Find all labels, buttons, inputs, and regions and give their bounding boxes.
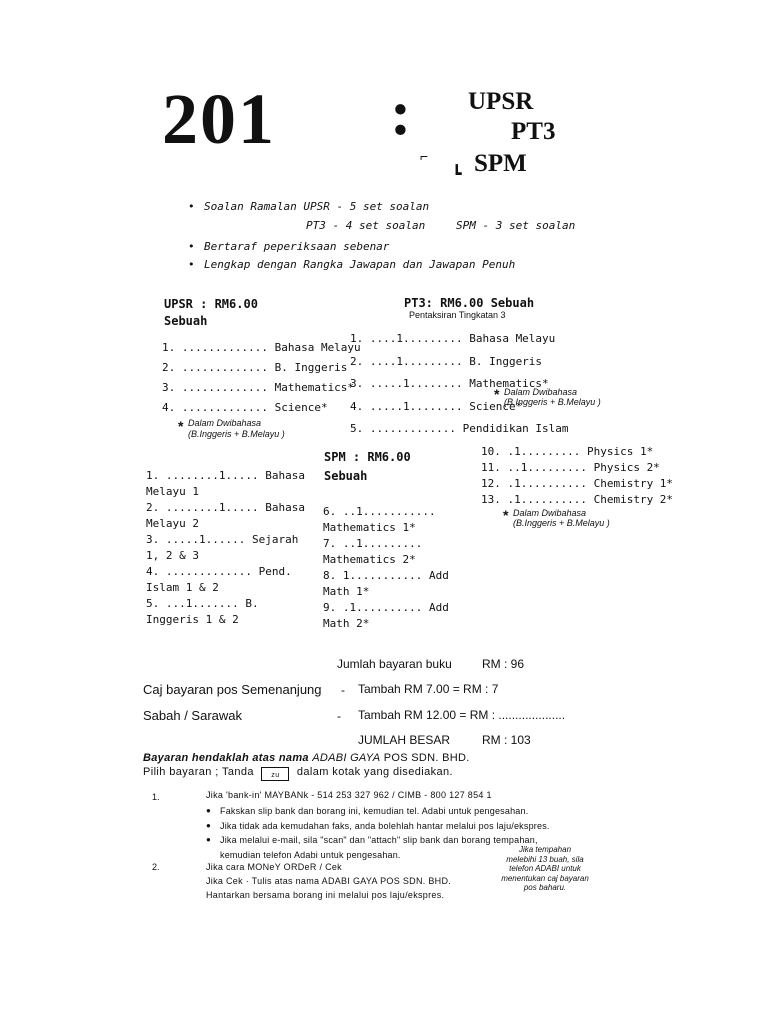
upsr-note: Dalam Dwibahasa (B.Inggeris + B.Melayu ) bbox=[188, 418, 285, 439]
upsr-note-star: * bbox=[178, 418, 184, 434]
upsr-heading: UPSR : RM6.00 Sebuah bbox=[164, 297, 258, 328]
spm-item: 8. 1........... Add Math 1* bbox=[323, 569, 449, 598]
option-2-block bbox=[206, 860, 451, 902]
feature-item-2: • Bertaraf peperiksaan sebenar bbox=[188, 240, 389, 253]
feature-item-1-spm: SPM - 3 set soalan bbox=[456, 219, 576, 232]
pt3-heading: PT3: RM6.00 Sebuah bbox=[404, 296, 535, 310]
upsr-item: 1. ............. Bahasa Melayu bbox=[162, 341, 361, 354]
option-1-point-cont: kemudian telefon Adabi untuk pengesahan. bbox=[220, 849, 401, 860]
side-note: Jika tempahan melebihi 13 buah, sila telefon ADABI untuk menentukan caj bayaran pos baharu. bbox=[501, 845, 589, 892]
mark-glyph-2: ┗ bbox=[452, 166, 462, 183]
feature-item-1-pt3: PT3 - 4 set soalan bbox=[306, 219, 426, 232]
pt3-item: 2. ....1......... B. Inggeris bbox=[350, 354, 543, 368]
option-1-point: ● Jika melalui e-mail, sila "scan" dan "attach" slip bank dan borang tempahan, bbox=[206, 833, 550, 848]
spm-item: 7. ..1......... Mathematics 2* bbox=[323, 537, 423, 566]
spm-item: 3. .....1...... Sejarah 1, 2 & 3 bbox=[146, 533, 299, 562]
spm-item: 4. ............. Pend. Islam 1 & 2 bbox=[146, 565, 292, 594]
spm-item: 5. ...1....... B. Inggeris 1 & 2 bbox=[146, 597, 259, 626]
option-1-point: ● Jika tidak ada kemudahan faks, anda bolehlah hantar melalui pos laju/ekspres. bbox=[206, 819, 550, 834]
spm-item: 1. ........1..... Bahasa Melayu 1 bbox=[146, 469, 305, 498]
spm-note-star: * bbox=[503, 507, 509, 523]
mark-glyph-1: ⌐ bbox=[420, 148, 429, 164]
pt3-note-star: * bbox=[494, 386, 500, 402]
spm-item: 11. ..1......... Physics 2* bbox=[481, 461, 660, 474]
option-number-2: 2. bbox=[152, 862, 160, 872]
spm-item: 13. .1.......... Chemistry 2* bbox=[481, 493, 674, 506]
spm-note: Dalam Dwibahasa (B.Inggeris + B.Melayu ) bbox=[513, 508, 610, 528]
postage-dash: - bbox=[341, 683, 345, 697]
pt3-item-list bbox=[350, 328, 569, 441]
spm-right-list bbox=[481, 444, 673, 508]
option-number-1: 1. bbox=[152, 792, 160, 802]
payment-instruction: Bayaran hendaklah atas nama ADABI GAYA POS SDN. BHD. bbox=[143, 752, 470, 764]
spm-item: 10. .1......... Physics 1* bbox=[481, 445, 654, 458]
pt3-item: 4. .....1........ Science* bbox=[350, 399, 523, 413]
spm-item: 2. ........1..... Bahasa Melayu 2 bbox=[146, 501, 305, 530]
pt3-item: 5. ............. Pendidikan Islam bbox=[350, 422, 569, 435]
feature-item-1: • Soalan Ramalan UPSR - 5 set soalan bbox=[188, 200, 429, 213]
upsr-item-list bbox=[162, 338, 361, 418]
option-2-title: Jika cara MONeY ORDeR / Cek bbox=[206, 862, 342, 872]
tick-box[interactable]: zu bbox=[261, 767, 289, 781]
spm-middle-list bbox=[323, 504, 469, 632]
postage-label: Caj bayaran pos Semenanjung bbox=[143, 682, 322, 697]
upsr-item: 2. ............. B. Inggeris bbox=[162, 361, 348, 374]
exam-pt3: PT3 bbox=[511, 118, 556, 145]
pt3-item: 1. ....1......... Bahasa Melayu bbox=[350, 332, 556, 345]
spm-left-list bbox=[146, 468, 306, 628]
books-total-value: RM : 96 bbox=[482, 657, 525, 671]
title-colon: : bbox=[390, 77, 412, 148]
spm-item: 9. .1.......... Add Math 2* bbox=[323, 601, 449, 630]
sabah-dash: - bbox=[337, 709, 341, 723]
spm-heading: SPM : RM6.00 Sebuah bbox=[324, 450, 411, 483]
postage-amount: Tambah RM 7.00 = RM : 7 bbox=[358, 682, 499, 696]
exam-upsr: UPSR bbox=[468, 88, 534, 115]
option-2-line: Hantarkan bersama borang ini melalui pos laju/ekspres. bbox=[206, 890, 445, 900]
option-1-point: ● Fakskan slip bank dan borang ini, kemudian tel. Adabi untuk pengesahan. bbox=[206, 804, 550, 819]
title-year: 201 bbox=[162, 79, 276, 159]
pt3-subheading: Pentaksiran Tingkatan 3 bbox=[409, 310, 506, 320]
payment-choice: Pilih bayaran ; Tanda zu dalam kotak yang disediakan. bbox=[143, 766, 453, 779]
sabah-label: Sabah / Sarawak bbox=[143, 708, 243, 723]
upsr-item: 3. ............. Mathematics* bbox=[162, 381, 355, 394]
sabah-amount: Tambah RM 12.00 = RM : .................... bbox=[358, 708, 566, 722]
feature-item-3: • Lengkap dengan Rangka Jawapan dan Jawapan Penuh bbox=[188, 258, 515, 271]
option-2-line: Jika Cek · Tulis atas nama ADABI GAYA POS SDN. BHD. bbox=[206, 876, 452, 886]
books-total-label: Jumlah bayaran buku bbox=[337, 657, 452, 671]
grand-total-label: JUMLAH BESAR bbox=[358, 733, 451, 747]
option-1-title: Jika 'bank-in' MAYBANk - 514 253 327 962 / CIMB - 800 127 854 1 bbox=[206, 790, 492, 800]
pt3-item: 3. .....1........ Mathematics* bbox=[350, 377, 549, 390]
exam-spm: SPM bbox=[474, 150, 527, 177]
pt3-note: Dalam Dwibahasa (B.Inggeris + B.Melayu ) bbox=[504, 387, 601, 407]
spm-item: 6. ..1........... Mathematics 1* bbox=[323, 505, 436, 534]
spm-item: 12. .1.......... Chemistry 1* bbox=[481, 477, 674, 490]
upsr-item: 4. ............. Science* bbox=[162, 401, 328, 414]
grand-total-value: RM : 103 bbox=[482, 733, 531, 747]
